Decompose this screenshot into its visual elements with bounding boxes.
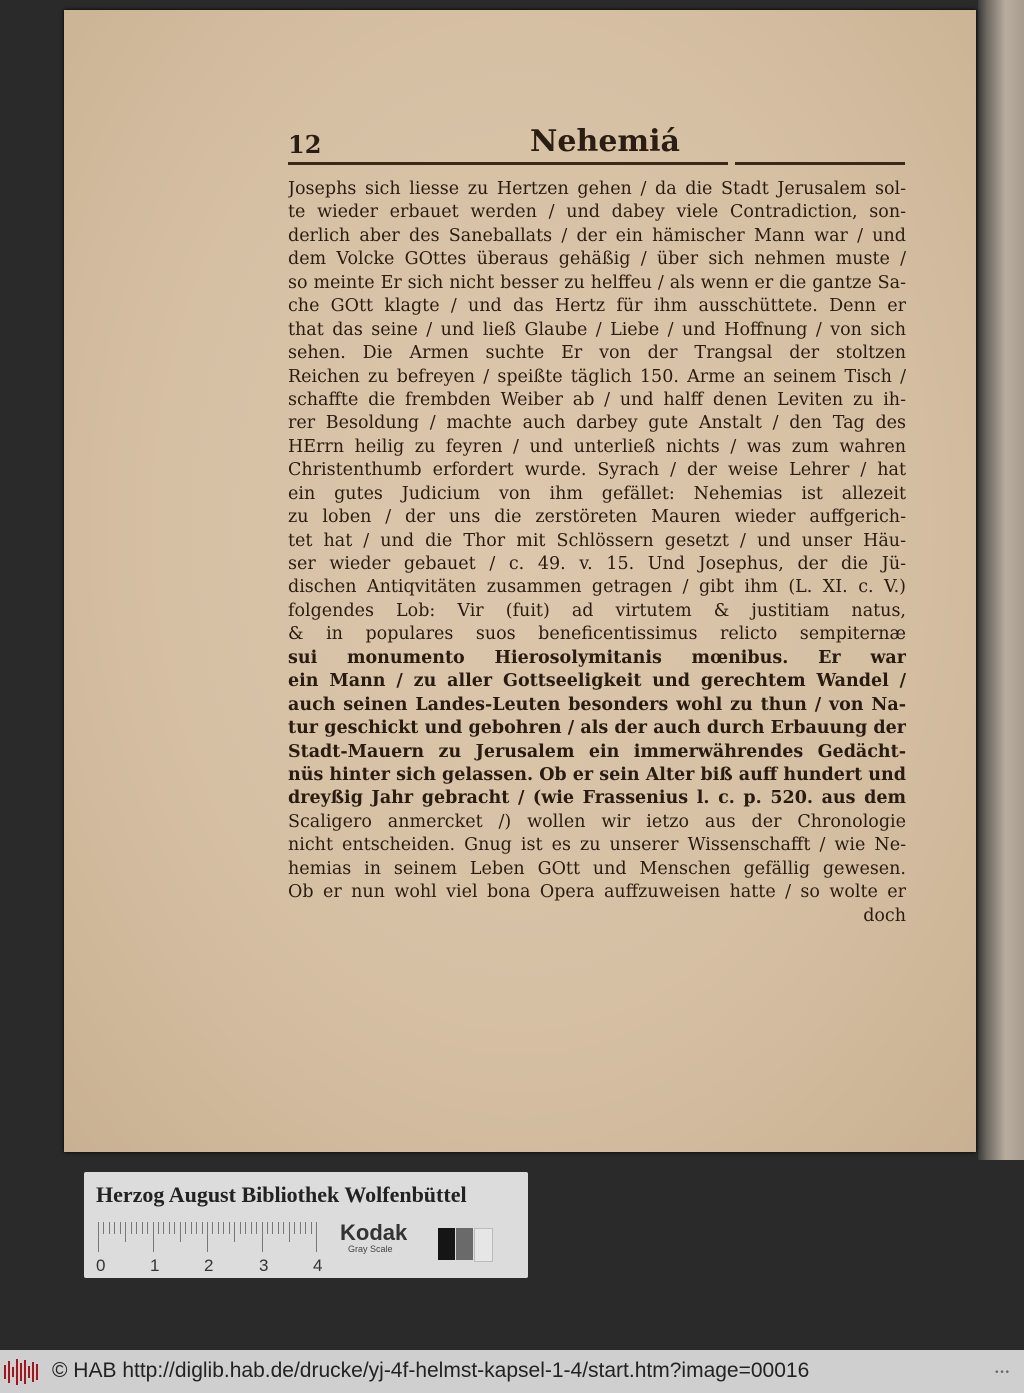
ruler-tick <box>234 1222 235 1242</box>
ruler-tick <box>169 1222 170 1234</box>
text-line: tet hat / und die Thor mit Schlössern gesetzt / und unser Häu- <box>288 530 906 551</box>
text-line: doch <box>863 905 906 926</box>
hab-logo-icon <box>4 1359 46 1385</box>
gray-scale-label: Gray Scale <box>348 1244 393 1254</box>
logo-bar <box>36 1364 38 1380</box>
ruler <box>98 1222 323 1254</box>
logo-bar <box>8 1361 10 1383</box>
text-line: Josephs sich liesse zu Hertzen gehen / da die Stadt Jerusalem sol- <box>288 179 906 199</box>
logo-bar <box>28 1366 30 1378</box>
text-line: dischen Antiqvitäten zusammen getragen / gibt ihm (L. XI. c. V.) <box>288 577 906 598</box>
ruler-number: 1 <box>150 1256 160 1275</box>
ruler-tick <box>262 1222 263 1252</box>
ruler-tick <box>109 1222 110 1234</box>
logo-bar <box>16 1359 18 1385</box>
text-line: & in populares suos beneficentissimus relicto sempiternæ <box>288 624 906 645</box>
ruler-tick <box>278 1222 279 1234</box>
adjacent-page-edge <box>978 0 1024 1160</box>
ruler-number: 2 <box>204 1256 214 1275</box>
text-line: Ob er nun wohl viel bona Opera auffzuweisen hatte / so wolte er <box>288 882 906 903</box>
ruler-tick <box>218 1222 219 1234</box>
ruler-tick <box>180 1222 181 1242</box>
gray-swatch-white <box>474 1228 493 1262</box>
text-line: sui monumento Hierosolymitanis mœnibus. Er war <box>288 647 906 668</box>
ruler-tick <box>289 1222 290 1242</box>
footer-bar <box>0 1350 1024 1393</box>
text-line: zu loben / der uns die zerstöreten Mauren wieder auffgerich- <box>288 507 906 528</box>
ruler-tick <box>212 1222 213 1234</box>
logo-bar <box>24 1360 26 1384</box>
logo-bar <box>32 1362 34 1382</box>
text-line: derlich aber des Saneballats / der ein hämischer Mann war / und <box>288 225 906 246</box>
text-line: that das seine / und ließ Glaube / Liebe / und Hoffnung / von sich <box>288 319 906 340</box>
text-line: Stadt-Mauern zu Jerusalem ein immerwährendes Gedächt- <box>288 741 906 762</box>
ruler-tick <box>267 1222 268 1234</box>
ruler-tick <box>223 1222 224 1234</box>
ruler-tick <box>191 1222 192 1234</box>
ruler-tick <box>196 1222 197 1234</box>
text-line: Christenthumb erfordert wurde. Syrach / der weise Lehrer / hat <box>288 460 906 481</box>
text-line: HErrn heilig zu feyren / und unterließ nichts / was zum wahren <box>288 436 906 457</box>
running-head: Nehemiá <box>530 124 680 159</box>
text-line: rer Besoldung / machte auch darbey gute Anstalt / den Tag des <box>288 413 906 434</box>
page-number: 12 <box>288 130 322 159</box>
ruler-tick <box>300 1222 301 1234</box>
ruler-tick <box>245 1222 246 1234</box>
ruler-tick <box>103 1222 104 1234</box>
text-line: ein Mann / zu aller Gottseeligkeit und gerechtem Wandel / <box>288 671 906 692</box>
text-line: ser wieder gebauet / c. 49. v. 15. Und Josephus, der die Jü- <box>288 554 906 574</box>
text-line: dem Volcke GOttes überaus gehäßig / über sich nehmen muste / <box>288 249 906 270</box>
ruler-tick <box>311 1222 312 1234</box>
ruler-tick <box>142 1222 143 1234</box>
ruler-tick <box>305 1222 306 1234</box>
ruler-tick <box>251 1222 252 1234</box>
ruler-tick <box>174 1222 175 1234</box>
ruler-tick <box>158 1222 159 1234</box>
ruler-tick <box>272 1222 273 1234</box>
ruler-tick <box>240 1222 241 1234</box>
ruler-tick <box>98 1222 99 1252</box>
ruler-tick <box>316 1222 317 1252</box>
logo-bar <box>12 1367 14 1377</box>
text-line: nicht entscheiden. Gnug ist es zu unserer Wissenschafft / wie Ne- <box>288 835 906 856</box>
text-line: tur geschickt und gebohren / als der auch durch Erbauung der <box>288 718 906 739</box>
ruler-tick <box>283 1222 284 1234</box>
text-line: ein gutes Judicium von ihm gefället: Nehemias ist allezeit <box>288 483 906 504</box>
text-line: te wieder erbauet werden / und dabey viele Contradiction, son- <box>288 202 906 223</box>
library-name: Herzog August Bibliothek Wolfenbüttel <box>96 1182 467 1207</box>
footer-url[interactable]: © HAB http://diglib.hab.de/drucke/yj-4f-helmst-kapsel-1-4/start.htm?image=00016 <box>52 1359 810 1382</box>
dots-icon[interactable]: ••• <box>994 1368 1010 1378</box>
text-line: sehen. Die Armen suchte Er von der Trangsal der stoltzen <box>288 343 906 364</box>
text-line: dreyßig Jahr gebracht / (wie Frassenius l. c. p. 520. aus dem <box>288 788 906 809</box>
ruler-tick <box>120 1222 121 1234</box>
logo-bar <box>4 1365 6 1379</box>
text-line: auch seinen Landes-Leuten besonders wohl zu thun / von Na- <box>288 694 906 715</box>
text-line: hemias in seinem Leben GOtt und Menschen gefällig gewesen. <box>288 858 906 879</box>
ruler-tick <box>114 1222 115 1234</box>
ruler-number: 3 <box>259 1256 269 1275</box>
text-line: so meinte Er sich nicht besser zu helffeu / als wenn er die gantze Sa- <box>288 272 906 293</box>
header-rule <box>288 162 728 165</box>
scan-label-card <box>84 1172 528 1278</box>
ruler-tick <box>202 1222 203 1234</box>
gray-swatch-black <box>438 1228 455 1260</box>
logo-bar <box>20 1363 22 1381</box>
ruler-tick <box>153 1222 154 1252</box>
text-line: folgendes Lob: Vir (fuit) ad virtutem & justitiam natus, <box>288 600 906 621</box>
body-text <box>288 178 906 928</box>
text-line: che GOtt klagte / und das Hertz für ihm ausschüttete. Denn er <box>288 296 906 317</box>
ruler-tick <box>131 1222 132 1234</box>
text-line: Scaligero anmercket /) wollen wir ietzo aus der Chronologie <box>288 811 906 832</box>
ruler-tick <box>147 1222 148 1234</box>
ruler-number: 4 <box>313 1256 323 1275</box>
ruler-tick <box>125 1222 126 1242</box>
header-rule-right <box>735 162 905 165</box>
ruler-tick <box>185 1222 186 1234</box>
ruler-tick <box>256 1222 257 1234</box>
ruler-tick <box>207 1222 208 1252</box>
text-line: schaffte die frembden Weiber ab / und halff denen Leviten zu ih- <box>288 389 906 410</box>
text-line: Reichen zu befreyen / speißte täglich 150. Arme an seinem Tisch / <box>288 366 906 387</box>
ruler-tick <box>294 1222 295 1234</box>
ruler-tick <box>136 1222 137 1234</box>
kodak-brand: Kodak <box>340 1220 408 1245</box>
text-line: nüs hinter sich gelassen. Ob er sein Alter biß auff hundert und <box>288 764 906 785</box>
gray-swatch-mid <box>456 1228 473 1260</box>
ruler-tick <box>163 1222 164 1234</box>
ruler-number: 0 <box>96 1256 106 1275</box>
ruler-tick <box>229 1222 230 1234</box>
